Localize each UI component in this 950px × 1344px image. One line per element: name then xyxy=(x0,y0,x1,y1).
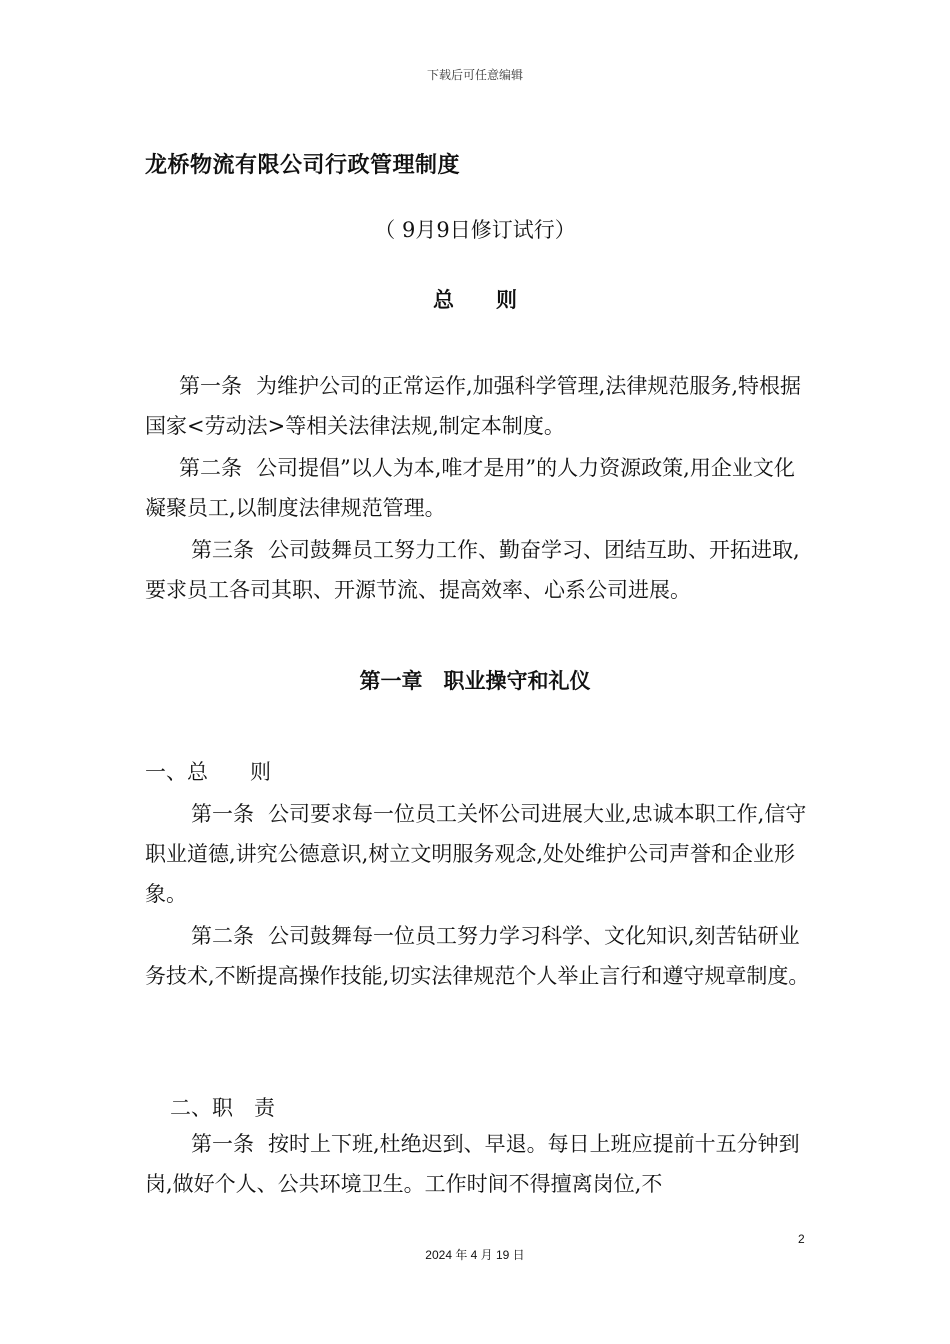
general-article-3 xyxy=(145,530,815,610)
article-label: 第一条 xyxy=(179,374,242,398)
article-text: 公司鼓舞每一位员工努力学习科学、文化知识,刻苦钻研业务技术,不断提高操作技能,切实法律规范个人举止言行和遵守规章制度。 xyxy=(145,924,810,988)
footer-date: 2024 年 4 月 19 日 xyxy=(425,1248,525,1262)
chapter-1-heading: 第一章 职业操守和礼仪 xyxy=(359,668,591,693)
article-text: 公司鼓舞员工努力工作、勤奋学习、团结互助、开拓进取,要求员工各司其职、开源节流、提高效率、心系公司进展。 xyxy=(145,538,800,602)
section-1-label: 一、总 则 xyxy=(145,760,271,784)
article-label: 第三条 xyxy=(191,538,254,562)
article-text: 公司提倡”以人为本,唯才是用”的人力资源政策,用企业文化凝聚员工,以制度法律规范管理。 xyxy=(145,456,795,520)
article-text: 公司要求每一位员工关怀公司进展大业,忠诚本职工作,信守职业道德,讲究公德意识,树立文明服务观念,处处维护公司声誉和企业形象。 xyxy=(145,802,807,906)
article-text: 按时上下班,杜绝迟到、早退。每日上班应提前十五分钟到岗,做好个人、公共环境卫生。工作时间不得擅离岗位,不 xyxy=(145,1132,800,1196)
document-title: 龙桥物流有限公司行政管理制度 xyxy=(145,152,461,178)
general-article-1 xyxy=(145,366,815,446)
chapter1-section2-article-1 xyxy=(145,1124,815,1204)
general-heading: 总 则 xyxy=(433,287,517,312)
chapter1-section1-article-1 xyxy=(145,794,815,914)
article-label: 第一条 xyxy=(191,802,254,826)
header-note: 下载后可任意编辑 xyxy=(426,68,523,82)
general-article-2 xyxy=(145,448,815,528)
page-number: 2 xyxy=(798,1232,805,1246)
article-label: 第一条 xyxy=(191,1132,254,1156)
article-text: 为维护公司的正常运作,加强科学管理,法律规范服务,特根据国家<劳动法>等相关法律法规,制定本制度。 xyxy=(145,374,802,438)
chapter1-section1-article-2 xyxy=(145,916,815,996)
article-label: 第二条 xyxy=(191,924,254,948)
document-subtitle: （ 9月9日修订试行） xyxy=(374,218,576,242)
article-label: 第二条 xyxy=(179,456,242,480)
section-2-label: 二、职 责 xyxy=(170,1096,275,1120)
